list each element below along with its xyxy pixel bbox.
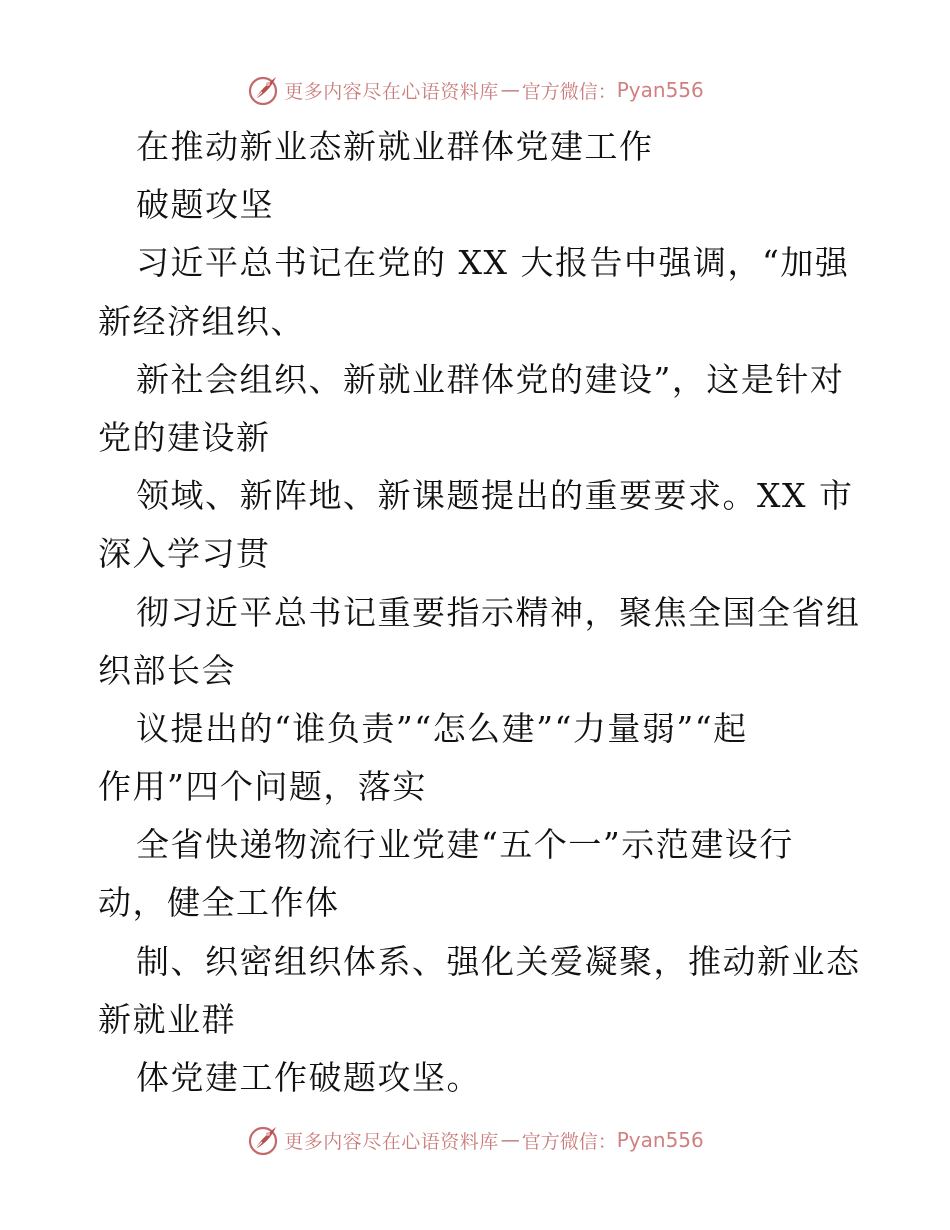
doc-line: 彻习近平总书记重要指示精神，聚焦全国全省组 xyxy=(136,592,861,632)
ad-separator: — xyxy=(500,79,520,101)
doc-line: 体党建工作破题攻坚。 xyxy=(136,1058,481,1097)
doc-line: 新社会组织、新就业群体党的建设”，这是针对 xyxy=(136,359,845,399)
doc-line: 党的建设新 xyxy=(98,417,271,457)
footer-watermark-banner xyxy=(0,1120,950,1160)
feather-pen-logo-icon xyxy=(246,1123,280,1157)
doc-line: 制、织密组织体系、强化关爱凝聚，推动新业态 xyxy=(136,941,861,981)
doc-line: 织部长会 xyxy=(98,650,236,690)
header-watermark-banner xyxy=(0,70,950,110)
doc-line: 作用”四个问题，落实 xyxy=(98,767,427,807)
wechat-label: 官方微信： xyxy=(521,80,617,103)
doc-line: 深入学习贯 xyxy=(98,534,271,574)
doc-line: 在推动新业态新就业群体党建工作 xyxy=(136,127,654,166)
ad-text: 更多内容尽在心语资料库 xyxy=(284,1130,499,1153)
doc-line: 习近平总书记在党的 XX 大报告中强调，“加强 xyxy=(136,243,850,283)
doc-line: 新经济组织、 xyxy=(98,301,305,341)
wechat-label: 官方微信： xyxy=(521,1130,617,1153)
doc-line: 动，健全工作体 xyxy=(98,883,340,923)
doc-line: 新就业群 xyxy=(98,999,236,1039)
doc-line: 破题攻坚 xyxy=(136,185,274,225)
doc-line: 领域、新阵地、新课题提出的重要要求。XX 市 xyxy=(136,476,854,516)
feather-pen-logo-icon xyxy=(246,73,280,107)
doc-line: 议提出的“谁负责”“怎么建”“力量弱”“起 xyxy=(136,708,748,748)
wechat-id: Pyan556 xyxy=(616,78,704,102)
document-body xyxy=(98,118,861,1107)
ad-separator: — xyxy=(500,1129,520,1151)
ad-text: 更多内容尽在心语资料库 xyxy=(284,80,499,103)
doc-line: 全省快递物流行业党建“五个一”示范建设行 xyxy=(136,825,794,865)
wechat-id: Pyan556 xyxy=(616,1128,704,1152)
